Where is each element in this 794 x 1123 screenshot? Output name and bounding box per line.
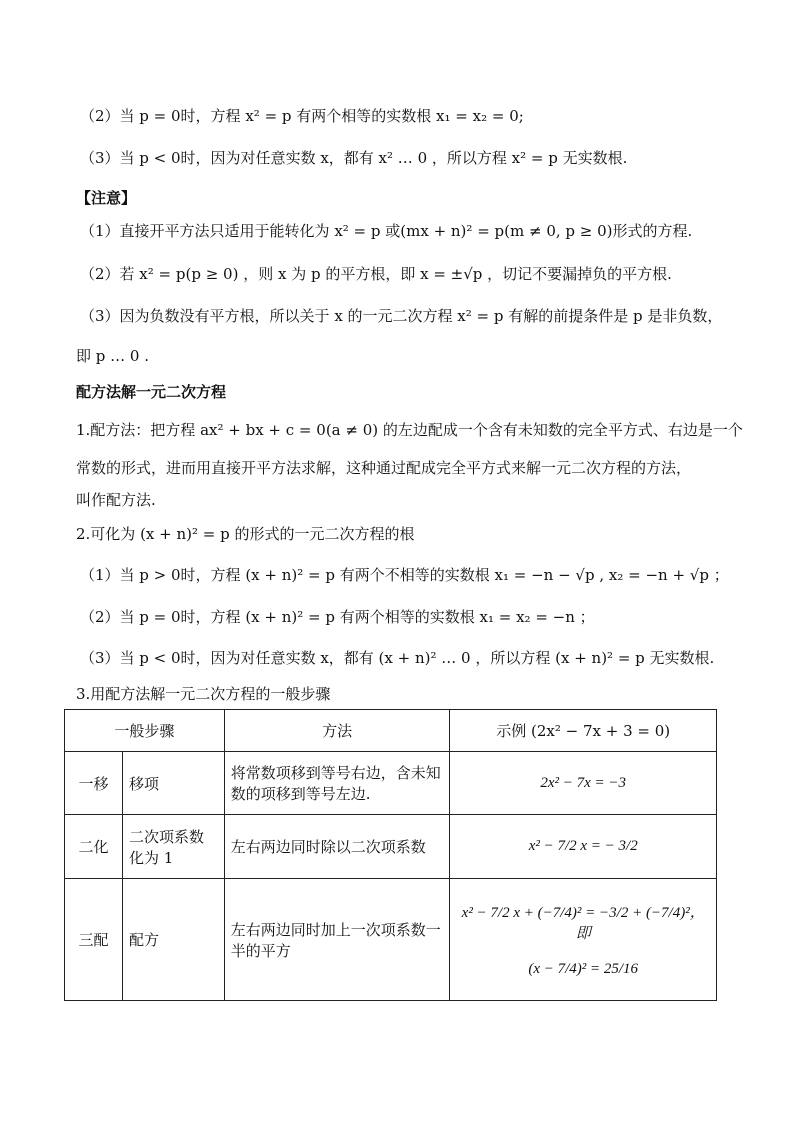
step-cell: 二化	[65, 815, 123, 879]
section-title: 配方法解一元二次方程	[76, 383, 227, 401]
table-header-row	[65, 710, 717, 752]
step-name-cell: 配方	[122, 879, 224, 1001]
p1-line1: 1.配方法：把方程 ax² + bx + c = 0(a ≠ 0) 的左边配成一个含有未知数的完全平方式、右边是一个	[76, 421, 743, 439]
case3-root-text: （3）当 p < 0时，因为对任意实数 x，都有 x² … 0 ，所以方程 x² = p 无实数根.	[80, 149, 628, 167]
step-name-cell: 移项	[122, 752, 224, 815]
steps-table	[64, 709, 717, 1001]
p2-case1: （1）当 p > 0时，方程 (x + n)² = p 有两个不相等的实数根 x₁ = −n − √p , x₂ = −n + √p ；	[80, 566, 729, 584]
example-cell: 2x² − 7x = −3	[450, 752, 717, 815]
header-method: 方法	[224, 710, 450, 752]
example-cell: x² − 7/2 x = − 3/2	[450, 815, 717, 879]
note-2: （2）若 x² = p(p ≥ 0) ，则 x 为 p 的平方根，即 x = ±√p ，切记不要漏掉负的平方根.	[80, 265, 672, 283]
note-1: （1）直接开平方法只适用于能转化为 x² = p 或(mx + n)² = p(m ≠ 0, p ≥ 0)形式的方程.	[80, 222, 693, 240]
p2-heading: 2.可化为 (x + n)² = p 的形式的一元二次方程的根	[76, 525, 415, 543]
method-cell: 左右两边同时除以二次项系数	[224, 815, 450, 879]
example-line-1: x² − 7/2 x + (−7/4)² = −3/2 + (−7/4)²，即	[461, 905, 705, 942]
p2-case3: （3）当 p < 0时，因为对任意实数 x，都有 (x + n)² … 0 ，所以方程 (x + n)² = p 无实数根.	[80, 649, 715, 667]
p1-line2: 常数的形式，进而用直接开平方法求解，这种通过配成完全平方式来解一元二次方程的方法，	[76, 459, 692, 477]
p1-line3: 叫作配方法.	[76, 491, 156, 509]
case2-root-text: （2）当 p = 0时，方程 x² = p 有两个相等的实数根 x₁ = x₂ = 0;	[80, 107, 524, 125]
step-cell: 三配	[65, 879, 123, 1001]
table-row	[65, 815, 717, 879]
step-cell: 一移	[65, 752, 123, 815]
example-cell	[450, 879, 717, 1001]
p3-heading: 3.用配方法解一元二次方程的一般步骤	[76, 685, 331, 703]
table-row	[65, 752, 717, 815]
example-line-2: (x − 7/4)² = 25/16	[528, 961, 639, 977]
note-3-line1: （3）因为负数没有平方根，所以关于 x 的一元二次方程 x² = p 有解的前提条件是 p 是非负数，	[80, 307, 723, 325]
header-example: 示例 (2x² − 7x + 3 = 0)	[450, 710, 717, 752]
note-3-line2: 即 p … 0 .	[76, 347, 149, 365]
header-steps: 一般步骤	[65, 710, 225, 752]
table-row	[65, 879, 717, 1001]
step-name-cell: 二次项系数化为 1	[122, 815, 224, 879]
method-cell: 将常数项移到等号右边，含未知数的项移到等号左边.	[224, 752, 450, 815]
method-cell: 左右两边同时加上一次项系数一半的平方	[224, 879, 450, 1001]
note-heading: 【注意】	[76, 189, 137, 207]
p2-case2: （2）当 p = 0时，方程 (x + n)² = p 有两个相等的实数根 x₁ = x₂ = −n ；	[80, 608, 595, 626]
